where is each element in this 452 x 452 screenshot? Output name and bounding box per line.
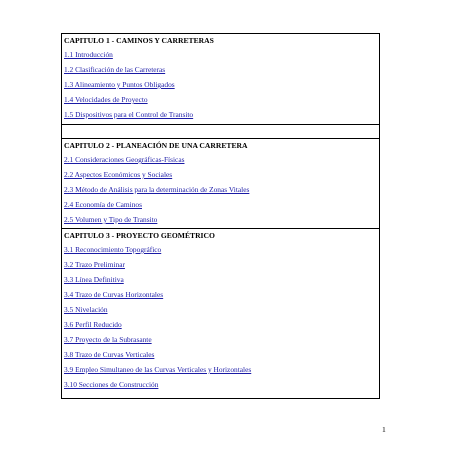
toc-link-3-10[interactable]: 3.10 Secciones de Construcción (64, 380, 159, 389)
chapter-2-items (62, 152, 379, 228)
toc-link-3-5[interactable]: 3.5 Nivelación (64, 305, 108, 314)
chapter-3-items (62, 242, 379, 398)
toc-link-3-7[interactable]: 3.7 Proyecto de la Subrasante (64, 335, 152, 344)
toc-link-1-5[interactable]: 1.5 Dispositivos para el Control de Transito (64, 110, 194, 119)
toc-link-3-3[interactable]: 3.3 Línea Definitiva (64, 275, 124, 284)
chapter-2-section (62, 139, 379, 229)
table-of-contents (61, 33, 380, 399)
toc-link-1-1[interactable]: 1.1 Introducción (64, 50, 113, 59)
toc-link-1-3[interactable]: 1.3 Alineamiento y Puntos Obligados (64, 80, 175, 89)
toc-link-1-4[interactable]: 1.4 Velocidades de Proyecto (64, 95, 148, 104)
toc-link-2-3[interactable]: 2.3 Método de Análisis para la determinación de Zonas Vitales (64, 185, 250, 194)
chapter-2-title: CAPITULO 2 - PLANEACIÓN DE UNA CARRETERA (64, 141, 248, 150)
toc-link-3-4[interactable]: 3.4 Trazo de Curvas Horizontales (64, 290, 164, 299)
toc-link-1-2[interactable]: 1.2 Clasificación de las Carreteras (64, 65, 166, 74)
toc-link-3-6[interactable]: 3.6 Perfil Reducido (64, 320, 122, 329)
chapter-3-title: CAPITULO 3 - PROYECTO GEOMÉTRICO (64, 231, 215, 240)
empty-row (62, 125, 379, 139)
toc-link-3-8[interactable]: 3.8 Trazo de Curvas Verticales (64, 350, 155, 359)
toc-link-3-9[interactable]: 3.9 Empleo Simultaneo de las Curvas Verticales y Horizontales (64, 365, 252, 374)
chapter-3-section (62, 229, 379, 399)
toc-link-3-1[interactable]: 3.1 Reconocimiento Topográfico (64, 245, 162, 254)
chapter-1-items (62, 47, 379, 124)
toc-link-2-4[interactable]: 2.4 Economía de Caminos (64, 200, 142, 209)
toc-link-3-2[interactable]: 3.2 Trazo Preliminar (64, 260, 125, 269)
toc-link-2-1[interactable]: 2.1 Consideraciones Geográficas-Físicas (64, 155, 185, 164)
page-number: 1 (382, 425, 386, 434)
toc-link-2-2[interactable]: 2.2 Aspectos Económicos y Sociales (64, 170, 173, 179)
chapter-1-title: CAPITULO 1 - CAMINOS Y CARRETERAS (64, 36, 214, 45)
chapter-1-section (62, 34, 379, 125)
toc-link-2-5[interactable]: 2.5 Volumen y Tipo de Transito (64, 215, 158, 224)
